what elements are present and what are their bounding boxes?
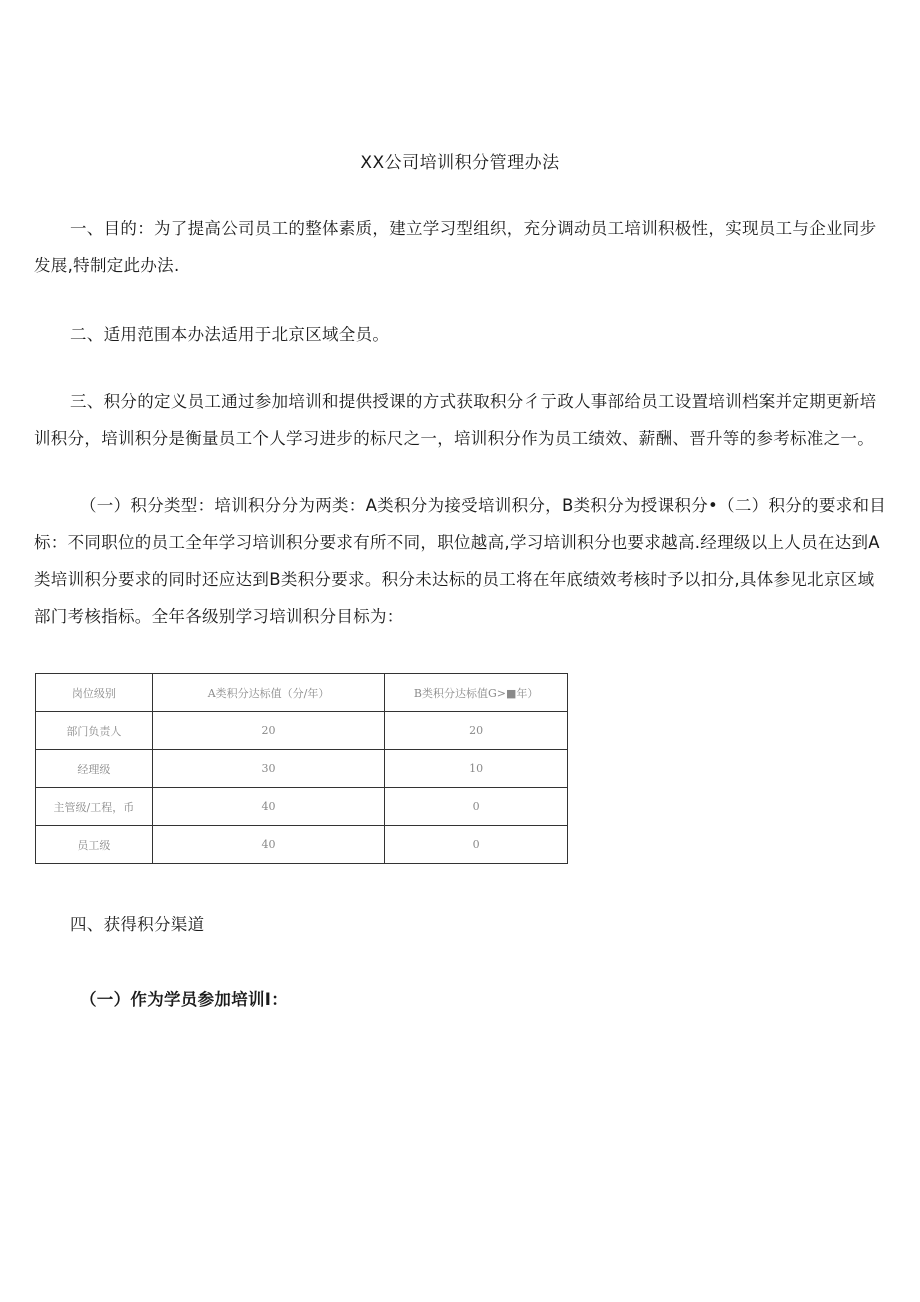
table-cell-a-points: 30 [152,750,384,788]
subsection-heading-as-student: （一）作为学员参加培训Ⅰ： [80,990,289,1009]
table-cell-b-points: 10 [385,750,568,788]
paragraph-definition: 三、积分的定义员工通过参加培训和提供授课的方式获取积分彳亍政人事部给员工设置培训档案并定期更新培训积分，培训积分是衡量员工个人学习进步的标尺之一，培训积分作为员工绩效、薪酬、晋升等的参考标准之一。 [34,392,877,448]
table-row [36,826,568,864]
table-cell-a-points: 40 [152,826,384,864]
table-row [36,712,568,750]
table-header-cell: B类积分达标值G>■年） [385,674,568,712]
table-cell-level: 员工级 [36,826,153,864]
table-header-row [36,674,568,712]
table-row [36,750,568,788]
table-header-cell: 岗位级别 [36,674,153,712]
paragraph-purpose: 一、目的：为了提高公司员工的整体素质，建立学习型组织，充分调动员工培训积极性，实现员工与企业同步发展,特制定此办法. [34,219,877,275]
table-cell-a-points: 40 [152,788,384,826]
paragraph-scope: 二、适用范围本办法适用于北京区域全员。 [70,325,390,344]
table-cell-level: 主管级/工程，币 [36,788,153,826]
table-cell-a-points: 20 [152,712,384,750]
table-cell-level: 经理级 [36,750,153,788]
document-title: XX公司培训积分管理办法 [360,153,560,173]
section-heading-channels: 四、获得积分渠道 [70,915,205,934]
points-target-table [35,673,568,864]
table-cell-b-points: 0 [385,788,568,826]
table-header-cell: A类积分达标值（分/年） [152,674,384,712]
paragraph-types: （一）积分类型：培训积分分为两类：A类积分为接受培训积分，B类积分为授课积分•（二）积分的要求和目标：不同职位的员工全年学习培训积分要求有所不同，职位越高,学习培训积分也要求越高.经理级以上人员在达到A类培训积分要求的同时还应达到B类积分要求。积分未达标的员工将在年底绩效考核时予以扣分,具体参见北京区域部门考核指标。全年各级别学习培训积分目标为： [34,496,887,626]
table-row [36,788,568,826]
table-cell-b-points: 20 [385,712,568,750]
table-cell-level: 部门负责人 [36,712,153,750]
table-cell-b-points: 0 [385,826,568,864]
